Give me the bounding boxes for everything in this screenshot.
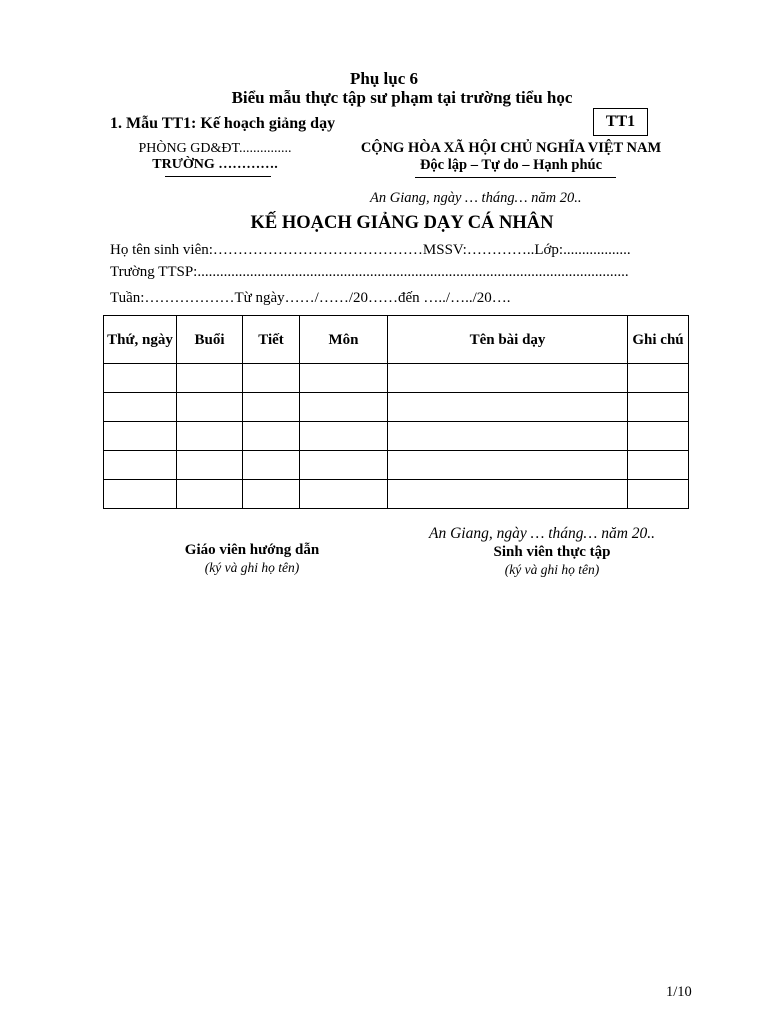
table-cell[interactable] [243, 393, 300, 422]
page-number: 1/10 [666, 984, 692, 1000]
motto-underline-divider [415, 177, 616, 178]
supervising-teacher-signature-title: Giáo viên hướng dẫn [184, 542, 320, 558]
table-cell[interactable] [300, 364, 388, 393]
table-cell[interactable] [104, 364, 177, 393]
column-header-period: Tiết [243, 316, 300, 364]
table-cell[interactable] [177, 480, 243, 509]
table-cell[interactable] [104, 451, 177, 480]
table-cell[interactable] [177, 451, 243, 480]
table-cell[interactable] [628, 393, 689, 422]
table-cell[interactable] [243, 364, 300, 393]
table-row [104, 422, 689, 451]
school-line: TRƯỜNG …………. [152, 157, 278, 172]
republic-heading: CỘNG HÒA XÃ HỘI CHỦ NGHĨA VIỆT NAM [360, 140, 662, 156]
table-cell[interactable] [104, 480, 177, 509]
plan-title: KẾ HOẠCH GIẢNG DẠY CÁ NHÂN [250, 213, 554, 233]
table-cell[interactable] [388, 451, 628, 480]
week-range-field[interactable]: Tuần:………………Từ ngày……/……/20……đến …../…../20…. [110, 290, 511, 306]
table-cell[interactable] [104, 393, 177, 422]
school-underline-divider [165, 176, 271, 177]
table-cell[interactable] [243, 451, 300, 480]
table-cell[interactable] [300, 393, 388, 422]
table-cell[interactable] [104, 422, 177, 451]
table-row [104, 393, 689, 422]
table-header-row [104, 316, 689, 364]
appendix-title: Phụ lục 6 [349, 69, 419, 88]
practice-school-field[interactable]: Trường TTSP:................................................................................................................... [110, 264, 629, 280]
column-header-notes: Ghi chú [628, 316, 689, 364]
table-cell[interactable] [388, 364, 628, 393]
column-header-session: Buổi [177, 316, 243, 364]
column-header-subject: Môn [300, 316, 388, 364]
intern-student-signature-note: (ký và ghi họ tên) [504, 562, 600, 577]
table-row [104, 451, 689, 480]
table-cell[interactable] [628, 364, 689, 393]
table-cell[interactable] [628, 451, 689, 480]
table-cell[interactable] [388, 422, 628, 451]
intern-student-signature-title: Sinh viên thực tập [493, 544, 611, 560]
table-cell[interactable] [300, 480, 388, 509]
column-header-day: Thứ, ngày [104, 316, 177, 364]
table-row [104, 480, 689, 509]
table-cell[interactable] [300, 422, 388, 451]
table-cell[interactable] [388, 393, 628, 422]
table-cell[interactable] [628, 422, 689, 451]
place-date-top: An Giang, ngày … tháng… năm 20.. [370, 190, 582, 206]
form-subtitle: Biểu mẫu thực tập sư phạm tại trường tiểu học [231, 88, 573, 107]
table-cell[interactable] [388, 480, 628, 509]
table-row [104, 364, 689, 393]
national-motto: Độc lập – Tự do – Hạnh phúc [419, 157, 603, 173]
table-cell[interactable] [628, 480, 689, 509]
table-cell[interactable] [177, 422, 243, 451]
signature-date: An Giang, ngày … tháng… năm 20.. [429, 525, 656, 542]
student-info-field[interactable]: Họ tên sinh viên:……………………………………MSSV:…………..Lớp:.................. [110, 242, 631, 258]
table-cell[interactable] [177, 393, 243, 422]
supervising-teacher-signature-note: (ký và ghi họ tên) [204, 560, 300, 575]
department-line: PHÒNG GD&ĐT............... [138, 141, 292, 156]
section-heading: 1. Mẫu TT1: Kế hoạch giảng dạy [110, 115, 336, 132]
table-cell[interactable] [243, 422, 300, 451]
table-cell[interactable] [300, 451, 388, 480]
table-cell[interactable] [177, 364, 243, 393]
column-header-lesson-title: Tên bài dạy [388, 316, 628, 364]
form-code-badge: TT1 [593, 108, 648, 136]
teaching-plan-table [103, 315, 689, 509]
table-cell[interactable] [243, 480, 300, 509]
